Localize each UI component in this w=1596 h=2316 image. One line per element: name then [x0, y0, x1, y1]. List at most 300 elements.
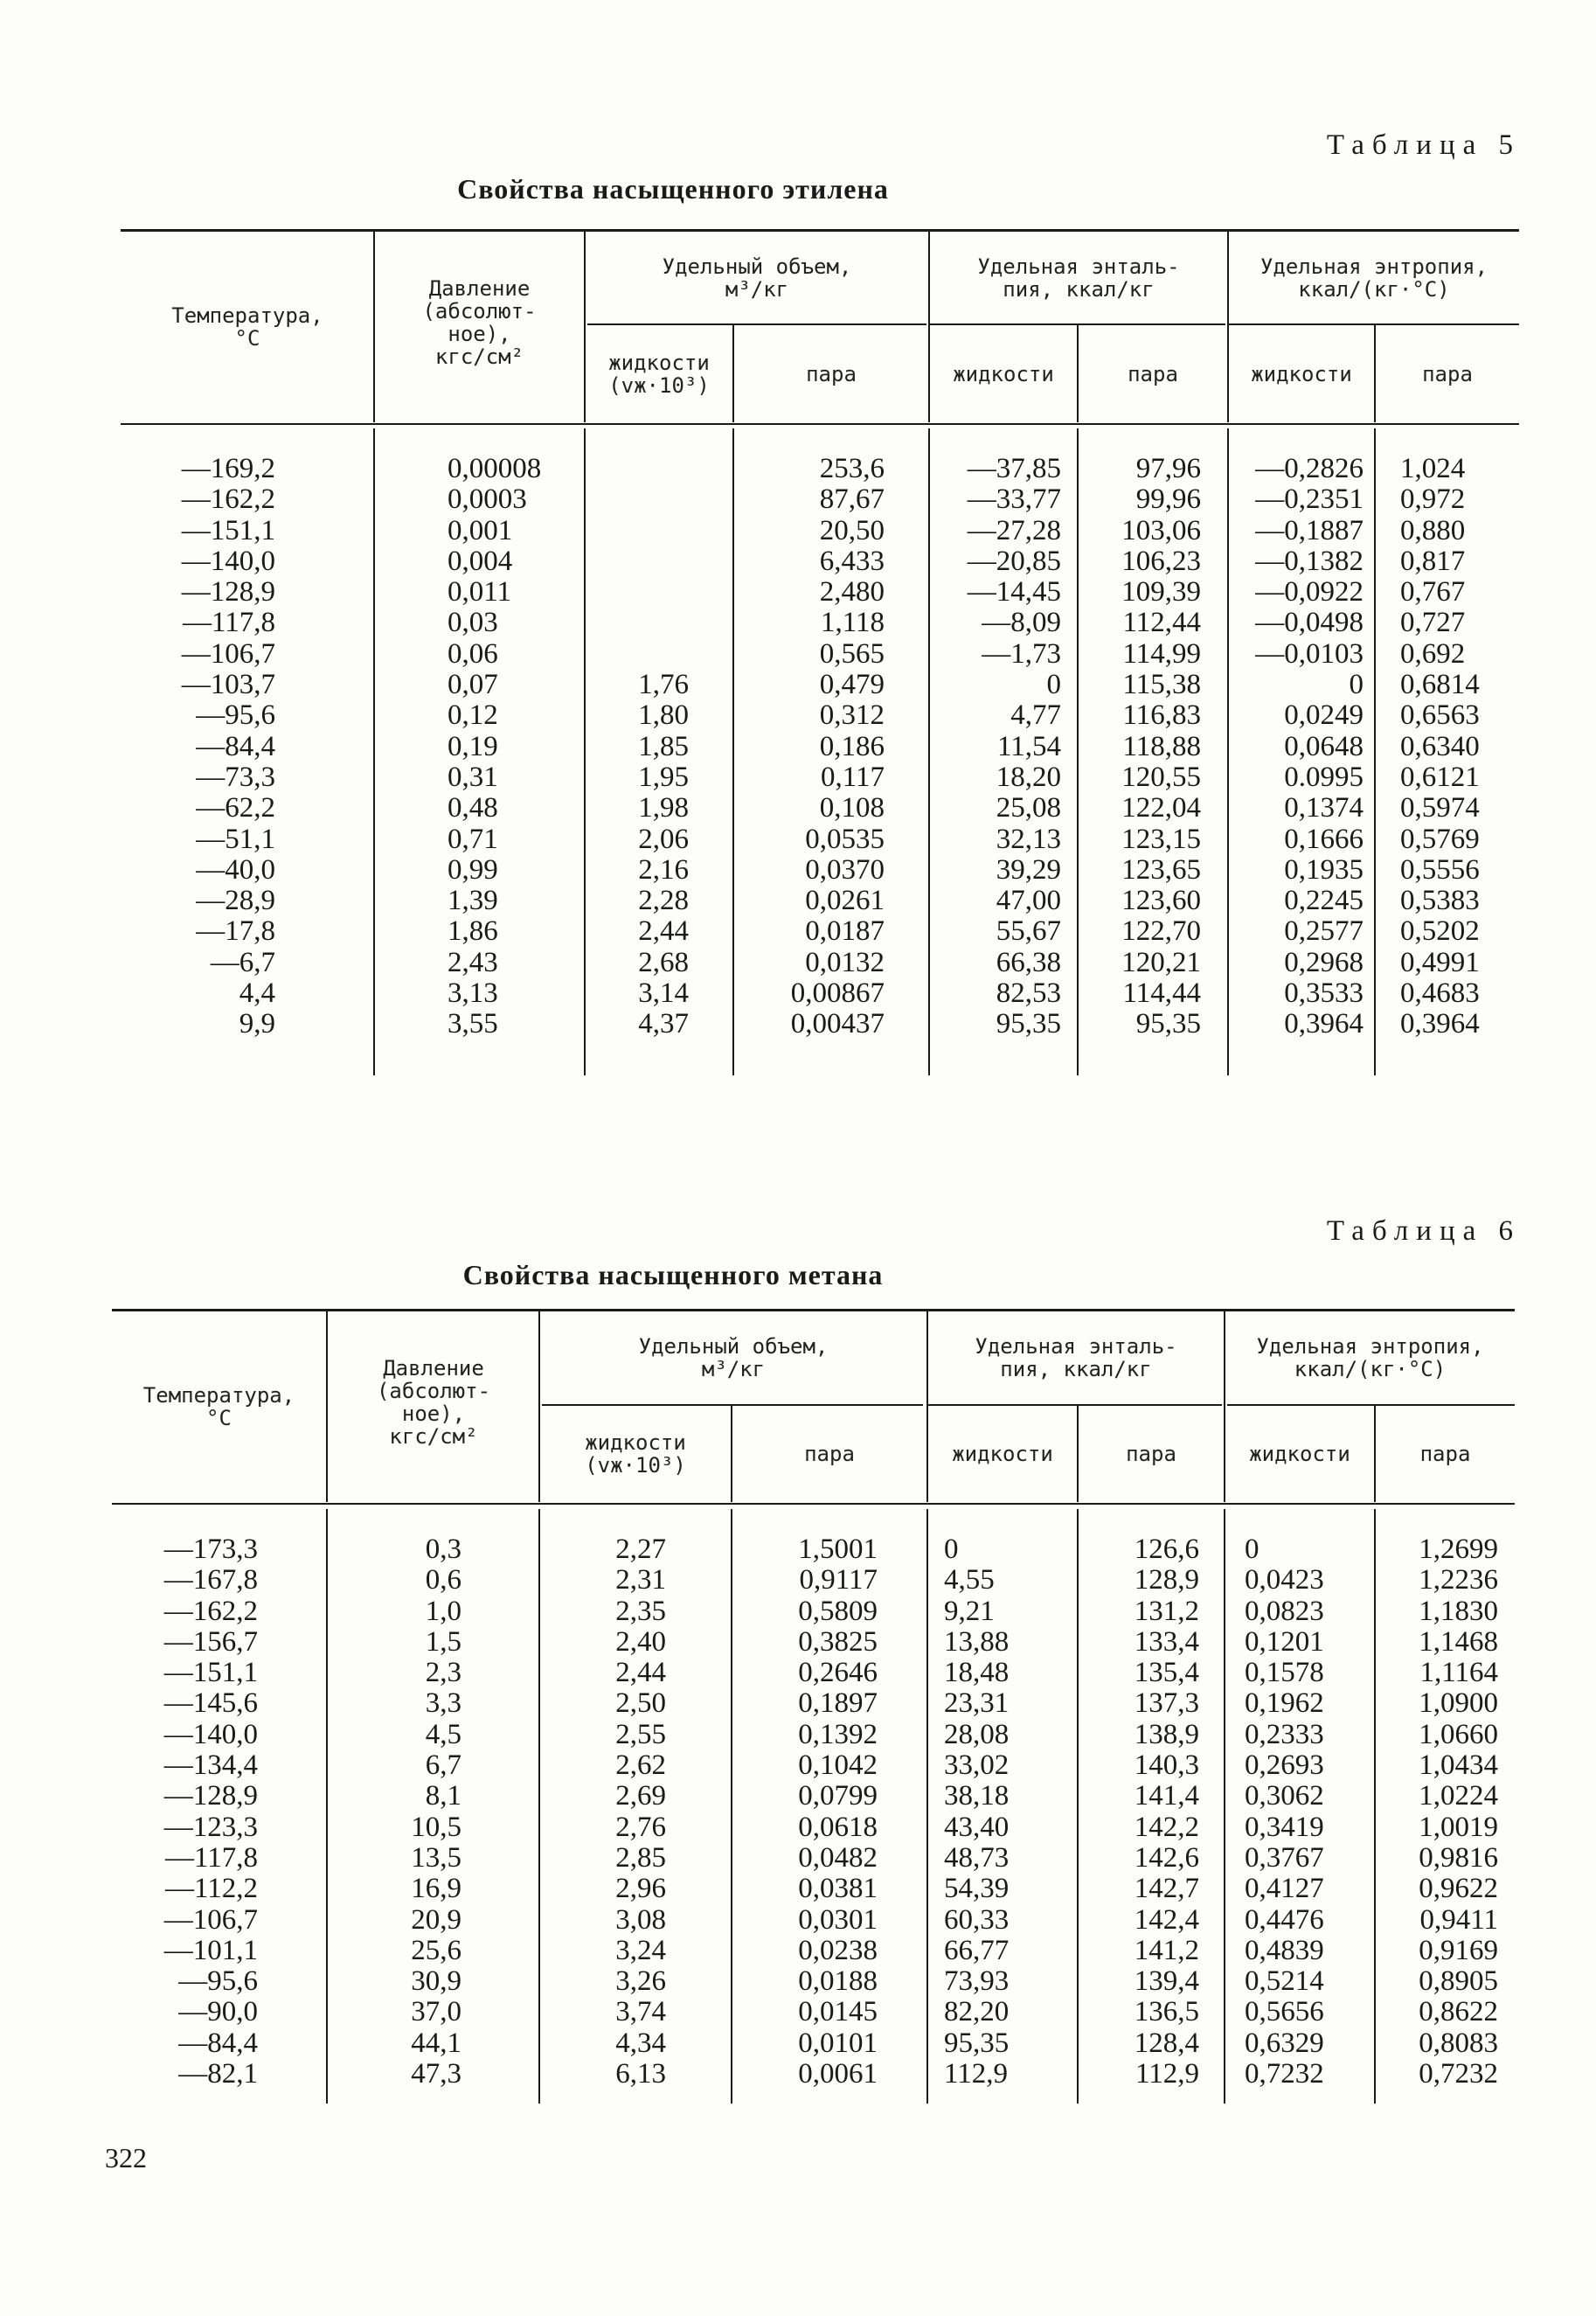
table-cell: 0,7232 [1245, 2058, 1324, 2090]
table-cell: 0,1666 [1284, 823, 1364, 855]
table-cell: 0,1392 [798, 1718, 878, 1750]
table-cell: —167,8 [163, 1564, 258, 1596]
table-cell: 25,08 [996, 792, 1061, 824]
table-cell: 136,5 [1134, 1996, 1199, 2028]
subheader-enthalpy-vapor: пара [1126, 1442, 1176, 1466]
table-cell: 0,2245 [1284, 885, 1364, 917]
table-cell: —37,85 [967, 453, 1061, 484]
table-cell: 131,2 [1134, 1595, 1199, 1627]
table-cell: 0,9169 [1419, 1934, 1498, 1966]
table-cell: 142,2 [1134, 1811, 1199, 1843]
table-cell: 142,7 [1134, 1873, 1199, 1905]
table-cell: 2,480 [819, 576, 885, 609]
table-cell: 0 [1349, 669, 1364, 701]
table-cell: 4,55 [944, 1564, 995, 1596]
table-cell: 0,0799 [798, 1780, 878, 1812]
table-cell: 0,0482 [798, 1841, 878, 1874]
table-cell: 0 [1245, 1534, 1259, 1565]
table-cell: 0,9117 [799, 1564, 878, 1596]
table-cell: 122,70 [1121, 915, 1201, 948]
table-cell: —162,2 [163, 1595, 258, 1627]
table-cell: 0,12 [448, 699, 498, 732]
subheader-entropy-vapor: пара [1422, 361, 1473, 386]
table-cell: —73,3 [196, 761, 275, 793]
table-cell: 0,565 [819, 637, 885, 670]
column-divider [1224, 1509, 1225, 2104]
table-cell: 109,39 [1121, 576, 1201, 609]
table-cell: 4,5 [425, 1718, 461, 1750]
column-divider [926, 1509, 928, 2104]
table-cell: 0,0618 [798, 1811, 878, 1843]
table-cell: 0,00867 [790, 977, 885, 1010]
table-cell: 0,0249 [1284, 699, 1364, 732]
column-divider [538, 1509, 540, 2104]
table-cell: —145,6 [163, 1687, 258, 1720]
table-cell: —84,4 [178, 2027, 258, 2059]
table-cell: —20,85 [967, 545, 1061, 577]
table-cell: 0,6 [425, 1564, 461, 1596]
column-temperature [149, 454, 275, 1040]
table-cell: 0,1897 [798, 1687, 878, 1720]
table-cell: 39,29 [996, 853, 1061, 886]
table-title: Свойства насыщенного метана [462, 1259, 884, 1290]
table-cell: 0,6340 [1400, 730, 1480, 762]
subheader-entropy-liquid: жидкости [1251, 361, 1352, 386]
table-cell: 0,5202 [1400, 915, 1480, 948]
table-cell: —1,73 [982, 637, 1061, 670]
table-cell: 141,4 [1134, 1780, 1199, 1812]
table-cell: —28,9 [196, 885, 275, 917]
column-entropy-liquid [1245, 1534, 1358, 2090]
column-volume-liquid [594, 454, 689, 1040]
header-bottom-rule [112, 1503, 1515, 1505]
table-cell: 0,19 [448, 730, 498, 762]
table-cell: 54,39 [944, 1873, 1010, 1905]
table-cell: 8,1 [425, 1780, 461, 1812]
table-cell: 4,77 [1010, 699, 1061, 732]
table-cell: —140,0 [163, 1718, 258, 1750]
table-cell: 0,0535 [805, 823, 885, 855]
table-cell: 9,21 [944, 1595, 995, 1627]
table-cell: 38,18 [944, 1780, 1010, 1812]
table-cell: 0,0188 [798, 1965, 878, 1998]
column-pressure [385, 1534, 461, 2090]
table-cell: 3,14 [638, 977, 689, 1010]
table-cell: 142,6 [1134, 1841, 1199, 1874]
table-cell: 112,9 [944, 2058, 1009, 2090]
table-cell: 118,88 [1122, 730, 1201, 762]
table-cell: 2,31 [615, 1564, 666, 1596]
table-cell: 1,95 [638, 761, 689, 793]
table-cell: —173,3 [163, 1534, 258, 1565]
table-cell [594, 608, 689, 638]
table-cell: 2,3 [425, 1657, 461, 1689]
column-temperature [131, 1534, 258, 2090]
table-cell: 0,2646 [798, 1657, 878, 1689]
table-cell: 4,37 [638, 1008, 689, 1040]
table-cell: 115,38 [1122, 669, 1201, 701]
column-volume-vapor [743, 454, 885, 1040]
table-cell: 1,0900 [1419, 1687, 1498, 1720]
table-cell: 28,08 [944, 1718, 1010, 1750]
table-title: Свойства насыщенного этилена [457, 173, 889, 205]
table-cell: 0,2968 [1284, 946, 1364, 978]
table-cell: 1,0660 [1419, 1718, 1498, 1750]
table-cell: —82,1 [178, 2058, 258, 2090]
table-cell: 0,3062 [1245, 1780, 1324, 1812]
table-cell: 112,9 [1135, 2058, 1199, 2090]
table-cell: 0,312 [819, 699, 885, 732]
table-cell: 1,1164 [1419, 1657, 1498, 1689]
table-cell: 0,3 [425, 1534, 461, 1565]
table-cell: 0,880 [1400, 514, 1466, 546]
table-cell: —33,77 [967, 483, 1061, 516]
table-cell: 48,73 [944, 1841, 1010, 1874]
table-cell: 0,9622 [1419, 1873, 1498, 1905]
table-cell: 0,004 [448, 545, 513, 577]
header-pressure: Давление (абсолют- ное), кгс/см² [422, 276, 537, 369]
table-cell: 0,767 [1400, 576, 1466, 609]
table-cell: 0,0301 [798, 1903, 878, 1936]
table-cell: 1,5 [425, 1625, 461, 1658]
table-cell: 82,53 [996, 977, 1061, 1010]
table-cell: 23,31 [944, 1687, 1010, 1720]
table-cell: 0,5809 [798, 1595, 878, 1627]
table-cell: 0,31 [448, 761, 498, 793]
column-divider [326, 1509, 328, 2104]
table-cell: 13,5 [411, 1841, 461, 1874]
table-cell: 0,07 [448, 669, 498, 701]
table-cell: 6,433 [819, 545, 885, 577]
table-cell: 0,0648 [1284, 730, 1364, 762]
table-cell: 2,62 [615, 1749, 666, 1782]
table-cell: 0,1201 [1245, 1625, 1324, 1658]
table-cell: 97,96 [1135, 453, 1201, 484]
table-cell: 128,9 [1134, 1564, 1199, 1596]
table-cell: 1,118 [820, 607, 885, 639]
table-cell: 0,9411 [1419, 1903, 1498, 1936]
header-pressure: Давление (абсолют- ное), кгс/см² [376, 1356, 491, 1449]
table-cell: 0,3964 [1284, 1008, 1364, 1040]
table-cell: 0,0003 [448, 483, 527, 516]
table-cell: 0,99 [448, 853, 498, 886]
table-cell: —112,2 [164, 1873, 258, 1905]
table-cell: 6,7 [425, 1749, 461, 1782]
table-cell: 4,34 [615, 2027, 666, 2059]
table-cell: 0,6121 [1400, 761, 1480, 793]
table-cell: 44,1 [411, 2027, 461, 2059]
table-cell: —95,6 [178, 1965, 258, 1998]
table-cell: 2,40 [615, 1625, 666, 1658]
table-cell: 0,00008 [448, 453, 542, 484]
table-cell: 0,4683 [1400, 977, 1480, 1010]
table-cell: —27,28 [967, 514, 1061, 546]
table-cell: 123,65 [1121, 853, 1201, 886]
table-cell: 1,80 [638, 699, 689, 732]
table-cell: 2,35 [615, 1595, 666, 1627]
table-cell: 114,44 [1122, 977, 1201, 1010]
column-entropy-liquid [1232, 454, 1364, 1040]
table-cell: 2,55 [615, 1718, 666, 1750]
table-cell: 0,5769 [1400, 823, 1480, 855]
table-cell: —117,8 [164, 1841, 258, 1874]
table-cell: 95,35 [944, 2027, 1010, 2059]
table-cell: 0,5974 [1400, 792, 1480, 824]
table-cell: —162,2 [181, 483, 275, 516]
header-temperature: Температура, °C [171, 303, 323, 351]
table-cell: —151,1 [163, 1657, 258, 1689]
table-cell: 0,03 [448, 607, 498, 639]
table-cell: 0,692 [1400, 637, 1466, 670]
table-cell: 9,9 [239, 1008, 275, 1040]
table-cell: 0,3419 [1245, 1811, 1324, 1843]
subheader-enthalpy-liquid: жидкости [952, 1442, 1053, 1466]
table-cell: 0,5383 [1400, 885, 1480, 917]
table-cell: 55,67 [996, 915, 1061, 948]
table-cell: 18,20 [996, 761, 1061, 793]
table-cell: 0,108 [819, 792, 885, 824]
table-cell: 0,0061 [798, 2058, 878, 2090]
table-cell: 0,6563 [1400, 699, 1480, 732]
page-number: 322 [105, 2142, 147, 2173]
column-divider [373, 232, 375, 422]
table-cell: 1,0434 [1419, 1749, 1498, 1782]
table-cell: —0,2826 [1255, 453, 1364, 484]
table-cell: 2,50 [615, 1687, 666, 1720]
table-cell: —101,1 [163, 1934, 258, 1966]
table-cell: 0,727 [1400, 607, 1466, 639]
subheader-enthalpy-vapor: пара [1128, 361, 1178, 386]
column-divider [928, 428, 930, 1075]
table-cell: 66,38 [996, 946, 1061, 978]
table-cell: 3,55 [448, 1008, 498, 1040]
column-volume-vapor [769, 1534, 878, 2090]
table-cell: 0,8905 [1419, 1965, 1498, 1998]
table-cell: 37,0 [411, 1996, 461, 2028]
table-cell: 139,4 [1134, 1965, 1199, 1998]
table-cell: 0,1962 [1245, 1687, 1324, 1720]
table-cell: —62,2 [196, 792, 275, 824]
table-cell: 0,011 [448, 576, 512, 609]
header-specific-enthalpy: Удельная энталь- пия, ккал/кг [977, 254, 1180, 302]
table-cell: —169,2 [181, 453, 275, 484]
table-cell: 138,9 [1134, 1718, 1199, 1750]
column-divider [1077, 428, 1079, 1075]
table-cell: 0,6814 [1400, 669, 1480, 701]
header-specific-enthalpy: Удельная энталь- пия, ккал/кг [975, 1333, 1177, 1381]
column-enthalpy-vapor [1108, 1534, 1199, 2090]
table-cell: 0 [944, 1534, 959, 1565]
table-cell: —134,4 [163, 1749, 258, 1782]
table-cell: 0,71 [448, 823, 498, 855]
table-cell: —0,1887 [1255, 514, 1364, 546]
table-cell: 1,0019 [1419, 1811, 1498, 1843]
table-cell: 2,76 [615, 1811, 666, 1843]
table-cell: 47,00 [996, 885, 1061, 917]
table-cell: —0,2351 [1255, 483, 1364, 516]
table-cell: 1,85 [638, 730, 689, 762]
table-cell: 0,0370 [805, 853, 885, 886]
table-cell: 0,1935 [1284, 853, 1364, 886]
column-divider [1227, 428, 1229, 1075]
table-cell: 0,3767 [1245, 1841, 1324, 1874]
table-cell: 122,04 [1121, 792, 1201, 824]
table-cell: 112,44 [1122, 607, 1201, 639]
column-entropy-vapor [1390, 1534, 1498, 2090]
table-cell: 10,5 [411, 1811, 461, 1843]
table-cell: 0,1374 [1284, 792, 1364, 824]
table-cell: 1,1830 [1419, 1595, 1498, 1627]
table-cell: 103,06 [1121, 514, 1201, 546]
table-cell: 82,20 [944, 1996, 1010, 2028]
table-cell: 0,6329 [1245, 2027, 1324, 2059]
table-cell: —106,7 [181, 637, 275, 670]
table-cell: 30,9 [411, 1965, 461, 1998]
table-cell: —84,4 [196, 730, 275, 762]
table-cell: 25,6 [411, 1934, 461, 1966]
table-cell: 99,96 [1135, 483, 1201, 516]
table-cell: 3,08 [615, 1903, 666, 1936]
table-cell: 2,96 [615, 1873, 666, 1905]
table-cell: 73,93 [944, 1965, 1010, 1998]
table-cell: 116,83 [1122, 699, 1201, 732]
table-cell [594, 577, 689, 608]
table-cell: 135,4 [1134, 1657, 1199, 1689]
header-specific-entropy: Удельная энтропия, ккал/(кг·°C) [1256, 1333, 1484, 1381]
table-cell: 3,24 [615, 1934, 666, 1966]
table-cell: 1,0 [425, 1595, 461, 1627]
table-cell: —140,0 [181, 545, 275, 577]
header-specific-volume: Удельный объем, м³/кг [662, 254, 852, 302]
table-cell: 120,21 [1121, 946, 1201, 978]
table-cell: 0,1042 [798, 1749, 878, 1782]
table-cell: 2,28 [638, 885, 689, 917]
table-cell: 13,88 [944, 1625, 1010, 1658]
table-cell: 6,13 [615, 2058, 666, 2090]
table-cell: —156,7 [163, 1625, 258, 1658]
table-cell: 0,48 [448, 792, 498, 824]
table-cell [594, 546, 689, 577]
header-specific-entropy: Удельная энтропия, ккал/(кг·°C) [1259, 254, 1488, 302]
table-cell: 1,2699 [1419, 1534, 1498, 1565]
table-cell: 16,9 [411, 1873, 461, 1905]
table-cell: —90,0 [178, 1996, 258, 2028]
table-cell: 0,0238 [798, 1934, 878, 1966]
table-cell: —40,0 [196, 853, 275, 886]
table-cell: 126,6 [1134, 1534, 1199, 1565]
column-volume-liquid [577, 1534, 666, 2090]
column-divider [1374, 1509, 1376, 2104]
table-cell: 0,0261 [805, 885, 885, 917]
column-divider [584, 428, 586, 1075]
table-cell: 123,60 [1121, 885, 1201, 917]
subheader-volume-liquid: жидкости (vж·10³) [585, 1430, 686, 1478]
table-cell: 0,2577 [1284, 915, 1364, 948]
table-cell: 3,13 [448, 977, 498, 1010]
table-cell: 140,3 [1134, 1749, 1199, 1782]
table-cell: 66,77 [944, 1934, 1010, 1966]
table-cell: 3,26 [615, 1965, 666, 1998]
table-cell: 0 [1046, 669, 1061, 701]
table-cell: 253,6 [819, 453, 885, 484]
table-cell: 0,8083 [1419, 2027, 1498, 2059]
table-cell: 20,50 [819, 514, 885, 546]
table-cell: 114,99 [1122, 637, 1201, 670]
table-cell: 0,3964 [1400, 1008, 1480, 1040]
table-cell: 0,0132 [805, 946, 885, 978]
table-cell: 1,86 [448, 915, 498, 948]
table-cell: 2,44 [615, 1657, 666, 1689]
table-cell [594, 454, 689, 484]
table-cell: 123,15 [1121, 823, 1201, 855]
subheader-volume-liquid: жидкости (vж·10³) [608, 350, 710, 398]
column-pressure [448, 454, 570, 1040]
table-cell: 0,2333 [1245, 1718, 1324, 1750]
table-cell: —103,7 [181, 669, 275, 701]
header-bottom-rule [121, 423, 1519, 425]
table-cell: —8,09 [982, 607, 1061, 639]
column-enthalpy-liquid [944, 1534, 1040, 2090]
table-cell: 0,4476 [1245, 1903, 1324, 1936]
table-cell: 137,3 [1134, 1687, 1199, 1720]
table-cell: 0,9816 [1419, 1841, 1498, 1874]
table-cell: 18,48 [944, 1657, 1010, 1689]
table-cell: —17,8 [196, 915, 275, 948]
table-cell: 0,3533 [1284, 977, 1364, 1010]
table-cell: 0,3825 [798, 1625, 878, 1658]
table-cell [594, 516, 689, 546]
table-cell: 0,1578 [1245, 1657, 1324, 1689]
table-cell: 4,4 [239, 977, 275, 1010]
table-cell: 141,2 [1134, 1934, 1199, 1966]
table-cell: 0,0423 [1245, 1564, 1324, 1596]
table-cell: 1,1468 [1419, 1625, 1498, 1658]
table-cell: 3,74 [615, 1996, 666, 2028]
table-cell: 2,68 [638, 946, 689, 978]
table-cell: 133,4 [1134, 1625, 1199, 1658]
table-cell: 47,3 [411, 2058, 461, 2090]
subheader-volume-vapor: пара [806, 361, 857, 386]
table-cell [594, 639, 689, 670]
table-cell: 1,39 [448, 885, 498, 917]
table-cell: 0.0995 [1284, 761, 1364, 793]
table-cell: —123,3 [163, 1811, 258, 1843]
table-cell: 0,0145 [798, 1996, 878, 2028]
table-cell: —0,1382 [1255, 545, 1364, 577]
table-cell: 0,117 [820, 761, 885, 793]
table-cell: 0,0187 [805, 915, 885, 948]
column-divider [731, 1509, 732, 2104]
table-cell: 1,0224 [1419, 1780, 1498, 1812]
table-cell: —95,6 [196, 699, 275, 732]
table-cell: 128,4 [1134, 2027, 1199, 2059]
header-specific-volume: Удельный объем, м³/кг [638, 1333, 829, 1381]
column-entropy-vapor [1400, 454, 1514, 1040]
table-cell: 2,06 [638, 823, 689, 855]
table-cell: 0,00437 [790, 1008, 885, 1040]
column-enthalpy-liquid [939, 454, 1061, 1040]
table-cell: 95,35 [996, 1008, 1061, 1040]
table-cell: 11,54 [996, 730, 1061, 762]
table-cell: 0,0101 [798, 2027, 878, 2059]
subheader-entropy-liquid: жидкости [1249, 1442, 1350, 1466]
table-cell: —128,9 [163, 1780, 258, 1812]
column-divider [732, 428, 734, 1075]
table-cell: 2,27 [615, 1534, 666, 1565]
table-cell: 0,186 [819, 730, 885, 762]
table-cell: 0,0823 [1245, 1595, 1324, 1627]
table-cell: 95,35 [1135, 1008, 1201, 1040]
